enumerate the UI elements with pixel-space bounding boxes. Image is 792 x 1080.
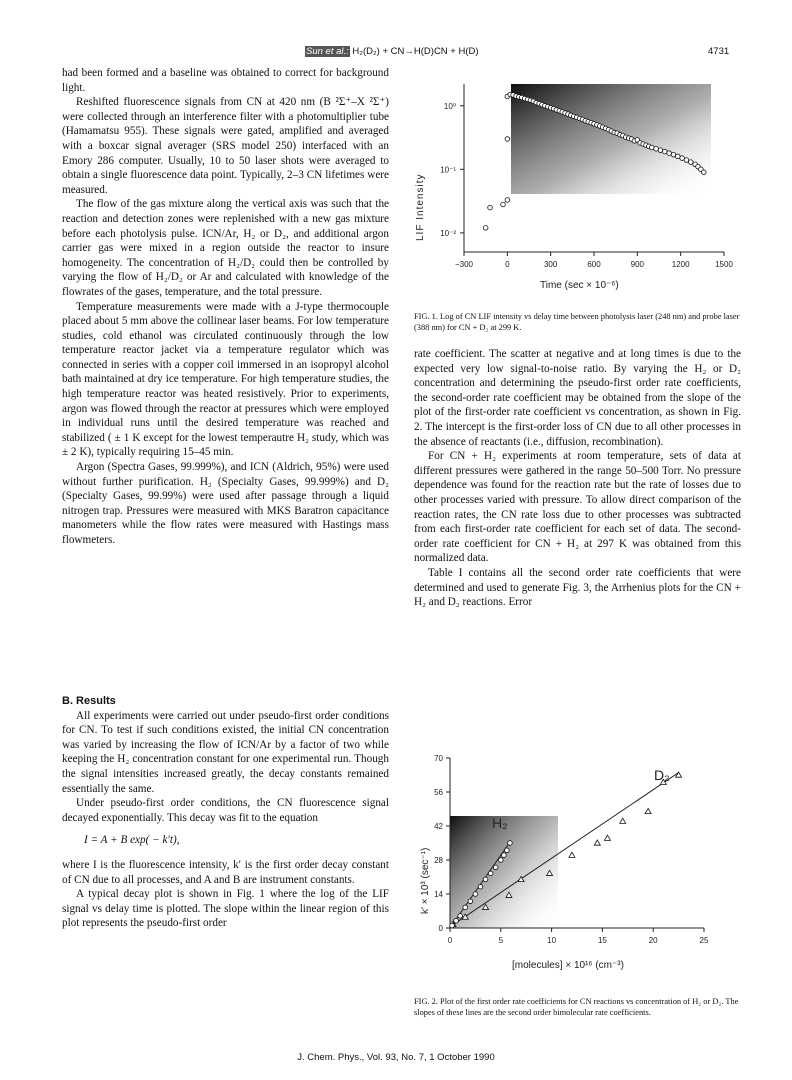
y-tick-label: 10⁻² [440, 228, 456, 238]
running-head-authors: Sun et al.: [306, 46, 349, 57]
paragraph: rate coefficient. The scatter at negative and at long times is due to the expected very low signal-to-noise ratio. By varying the H₂ or D₂ concentration and determining the pseudo-first order rate coefficients, the second-order rate coefficient may be obtained from the slope of the plot of the first-order rate coefficient vs concentration, as shown in Fig. 2. The intercept is the first-order loss of CN due to all other processes in the absence of reactants (i.e., diffusion, recombination). [414, 348, 741, 448]
paragraph: Under pseudo-first order conditions, the CN fluorescence signal decayed exponentially. This decay was fit to the equation [62, 797, 389, 824]
data-point [662, 149, 667, 154]
x-tick-label: −300 [454, 260, 474, 269]
y-tick-label: 70 [434, 754, 443, 763]
data-point-circle [454, 918, 459, 923]
data-point [701, 170, 706, 175]
y-tick-label: 10⁰ [443, 101, 456, 111]
figure-2-chart [414, 744, 744, 984]
data-point-circle [478, 884, 483, 889]
x-tick-label: 25 [699, 936, 709, 945]
data-point [684, 158, 689, 163]
figure-1-caption: FIG. 1. Log of CN LIF intensity vs delay time between photolysis laser (248 nm) and probe laser (388 nm) for CN + D₂ at 299 K. [414, 312, 740, 332]
y-tick-label: 14 [434, 890, 443, 899]
x-tick-label: 1200 [671, 260, 690, 269]
data-point-triangle [676, 772, 682, 777]
figure-1-x-axis-label: Time (sec × 10⁻⁶) [540, 280, 619, 291]
data-point [667, 151, 672, 156]
data-point-circle [450, 923, 455, 928]
data-point [658, 148, 663, 153]
data-point-circle [458, 914, 463, 919]
running-head-title: H₂(D₂) + CN→H(D)CN + H(D) [352, 46, 479, 57]
x-tick-label: 20 [648, 936, 658, 945]
x-tick-label: 10 [547, 936, 557, 945]
x-tick-label: 5 [498, 936, 504, 945]
data-point [654, 147, 659, 152]
data-point [483, 226, 488, 231]
y-tick-label: 10⁻¹ [440, 165, 456, 175]
data-point-circle [468, 899, 473, 904]
equation: I = A + B exp( − k′t), [84, 834, 180, 847]
data-point-triangle [604, 835, 610, 840]
data-point-circle [483, 877, 488, 882]
data-point-circle [493, 865, 498, 870]
data-point [505, 198, 510, 203]
data-point [688, 160, 693, 165]
paragraph: For CN + H₂ experiments at room temperature, sets of data at different pressures were gathered in the range 50–500 Torr. No pressure dependence was found for the reaction rate but the rate of losses due to other processes varied with pressure. To allow direct comparison of the reaction rates, the CN rate loss due to other processes was subtracted from each first-order rate coefficient for each set of data. The second-order rate coefficient for CN + H₂ at 297 K was obtained from this normalized data. [414, 450, 741, 565]
data-point [671, 152, 676, 157]
section-heading: B. Results [62, 695, 116, 707]
figure-2-shading [450, 816, 558, 928]
paragraph: The flow of the gas mixture along the vertical axis was such that the reaction and detection zones were replenished with a new gas mixture before each photolysis pulse. ICN/Ar, H₂ or D₂, and additional argon carrier gas were mixed in a region outside the reactor to insure homogeneity. The concentration of H₂/D₂ could then be controlled by varying the flow of H₂/D₂ or Ar and calculated with knowledge of the flowrates of the gases, temperature, and the total pressure. [62, 198, 389, 298]
data-point-triangle [620, 818, 626, 823]
figure-2-annotation-h2: H₂ [492, 815, 508, 831]
y-tick-label: 0 [438, 924, 443, 933]
results-section [62, 694, 389, 931]
figure-2-y-axis-label: k′ × 10³ (sec⁻¹) [420, 847, 431, 914]
paragraph: A typical decay plot is shown in Fig. 1 where the log of the LIF signal vs delay time is plotted. The slope within the linear region of this plot represents the pseudo-first order [62, 888, 389, 930]
x-tick-label: 300 [543, 260, 558, 269]
x-tick-label: 900 [630, 260, 645, 269]
x-tick-label: 0 [447, 936, 453, 945]
data-point-triangle [569, 852, 575, 857]
data-point-circle [473, 892, 478, 897]
page-number: 4731 [708, 46, 730, 57]
data-point [501, 202, 506, 207]
data-point-circle [463, 905, 468, 910]
paragraph: Argon (Spectra Gases, 99.999%), and ICN (Aldrich, 95%) were used without further purification. H₂ (Specialty Gases, 99.999%) and D₂ (Specialty Gases, 99.99%) were used after passage through a liquid nitrogen trap. Pressures were measured with MKS Baratron capacitance manometers while the flow rates were measured with Hastings mass flowmeters. [62, 461, 389, 546]
figure-2-caption: FIG. 2. Plot of the first order rate coefficients for CN reactions vs concentration of H₂ or D₂. The slopes of these lines are the second order bimolecular rate coefficients. [414, 997, 739, 1017]
x-tick-label: 15 [597, 936, 607, 945]
y-tick-label: 42 [434, 822, 443, 831]
data-point [680, 156, 685, 161]
x-tick-label: 0 [505, 260, 510, 269]
x-tick-label: 600 [587, 260, 601, 269]
data-point [488, 205, 493, 210]
page-footer: J. Chem. Phys., Vol. 93, No. 7, 1 October 1990 [297, 1052, 495, 1063]
paragraph: Temperature measurements were made with a J-type thermocouple placed about 5 mm above the collinear laser beams. For low temperature studies, cold ethanol was circulated continuously through the low temperature reactor jacket via a temperature regulator which was connected in series with a copper coil immersed in an isopropyl alcohol bath maintained at dry ice temperature. For high temperature studies, the high temperature reactor was heated resistively. Prior to experiments, argon was flowed through the reactor at pressures which were employed in individual runs until the desired temperature was reached and stabilized ( ± 1 K except for the lowest temperautre H₂ study, which was ± 2 K), typically requiring 15–45 min. [62, 300, 389, 459]
paragraph: had been formed and a baseline was obtained to correct for background light. [62, 67, 389, 94]
paragraph: where I is the fluorescence intensity, k′ is the first order decay constant of CN due to all processes, and A and B are instrument constants. [62, 858, 389, 886]
figure-2-x-axis-label: [molecules] × 10¹⁶ (cm⁻³) [512, 960, 624, 971]
left-column-text [62, 66, 389, 548]
data-point [649, 145, 654, 150]
paragraph: Reshifted fluorescence signals from CN at 420 nm (B ²Σ⁺–X ²Σ⁺) were collected through an interference filter with a photomultiplier tube (Hamamatsu 955). These signals were gated, amplified and averaged with a boxcar signal averager (SRS model 250) interfaced with an Emory 286 computer. Usually, 10 to 50 laser shots were averaged to obtain a single fluorescence data point. Typically, 2–3 CN lifetimes were measured. [62, 96, 389, 196]
figure-1-shading [511, 84, 711, 194]
data-point-triangle [594, 840, 600, 845]
right-column-text [414, 347, 741, 610]
data-point-circle [499, 858, 504, 863]
figure-1-chart [414, 76, 744, 304]
paragraph: All experiments were carried out under pseudo-first order conditions for CN. To test if such conditions existed, the initial CN concentration was varied by increasing the flow of ICN/Ar by a factor of two while keeping the H₂ concentration constant for one experimental run. Though the signal intensities increased greatly, the decay constants remained essentially the same. [62, 709, 389, 795]
running-head [305, 46, 479, 57]
data-point-circle [502, 853, 507, 858]
y-tick-label: 28 [434, 856, 443, 865]
figure-2-annotation-d2: D₂ [654, 767, 670, 783]
figure-1-y-axis-label: LIF Intensity [415, 173, 426, 241]
data-point [675, 154, 680, 159]
paragraph: Table I contains all the second order rate coefficients that were determined and used to generate Fig. 3, the Arrhenius plots for the CN + H₂ and D₂ reactions. Error [414, 566, 741, 609]
y-tick-label: 56 [434, 788, 443, 797]
x-tick-label: 1500 [715, 260, 733, 269]
data-point-circle [488, 871, 493, 876]
data-point-circle [508, 841, 513, 846]
data-point [505, 137, 510, 142]
data-point-triangle [645, 808, 651, 813]
data-point-circle [505, 848, 510, 853]
